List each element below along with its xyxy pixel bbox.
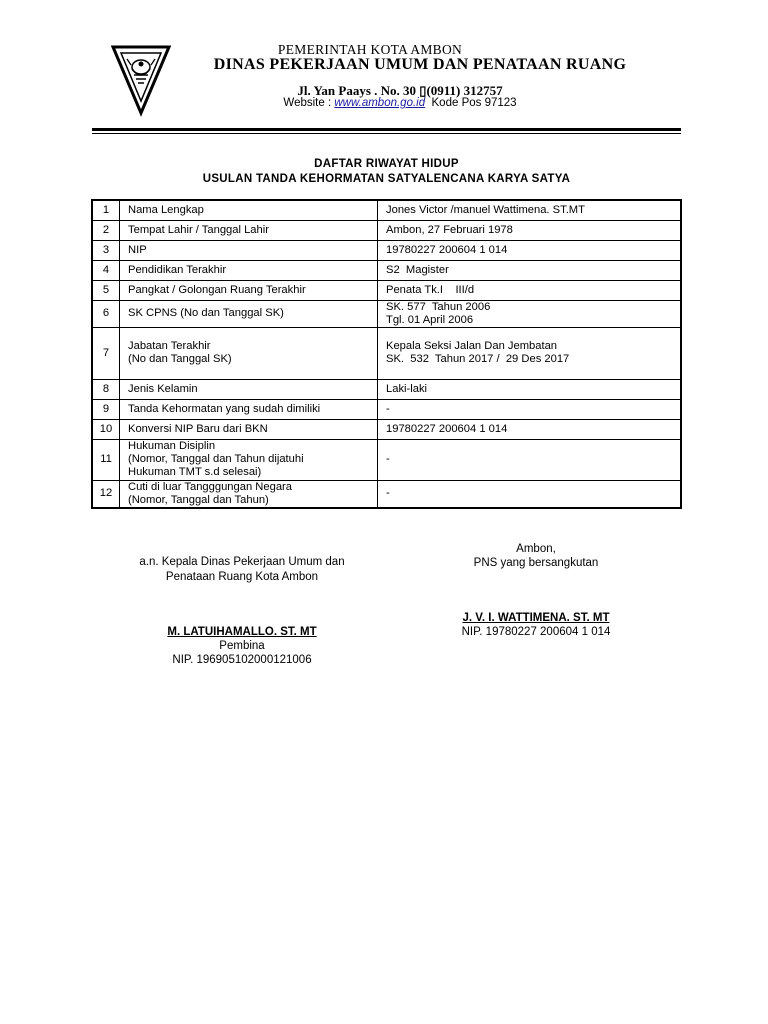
row-label-line: Hukuman TMT s.d selesai) xyxy=(128,466,262,478)
row-label-line: Tanda Kehormatan yang sudah dimiliki xyxy=(128,402,321,415)
table-row xyxy=(92,220,681,240)
row-label-line: Konversi NIP Baru dari BKN xyxy=(128,422,268,435)
row-value xyxy=(378,260,682,280)
left-signatory-rank: Pembina xyxy=(219,640,265,652)
header-website-line xyxy=(230,97,570,109)
table-row xyxy=(92,419,681,439)
right-signatory-nip: NIP. 19780227 200604 1 014 xyxy=(461,626,611,638)
row-label-line: SK CPNS (No dan Tanggal SK) xyxy=(128,307,284,319)
table-row xyxy=(92,327,681,379)
biography-table-body xyxy=(92,200,681,508)
row-value xyxy=(378,399,682,419)
table-row xyxy=(92,439,681,480)
row-number: 11 xyxy=(92,439,120,480)
row-label-line: Jabatan Terakhir xyxy=(128,340,211,352)
row-value-line: 19780227 200604 1 014 xyxy=(386,243,508,256)
row-label xyxy=(120,240,378,260)
table-row xyxy=(92,280,681,300)
row-number: 7 xyxy=(92,327,120,379)
row-number: 1 xyxy=(92,200,120,220)
biography-table xyxy=(91,199,682,509)
row-value-line: SK. 532 Tahun 2017 / 29 Des 2017 xyxy=(386,353,570,365)
left-signatory-name: M. LATUIHAMALLO. ST. MT xyxy=(167,626,317,638)
row-value xyxy=(378,200,682,220)
table-row xyxy=(92,379,681,399)
row-value xyxy=(378,220,682,240)
row-value-line: S2 Magister xyxy=(386,263,449,276)
row-number: 2 xyxy=(92,220,120,240)
row-label xyxy=(120,439,378,480)
row-value xyxy=(378,300,682,327)
city-emblem-logo xyxy=(110,43,172,117)
website-link[interactable]: www.ambon.go.id xyxy=(334,97,426,109)
header-address: Jl. Yan Paays . No. 30 ▯(0911) 312757 xyxy=(297,83,503,98)
row-value xyxy=(378,240,682,260)
row-label xyxy=(120,419,378,439)
row-value-line: Kepala Seksi Jalan Dan Jembatan xyxy=(386,340,558,352)
row-label-line: NIP xyxy=(128,243,147,256)
row-value xyxy=(378,439,682,480)
row-label xyxy=(120,327,378,379)
row-label-line: Pangkat / Golongan Ruang Terakhir xyxy=(128,283,306,296)
row-label xyxy=(120,300,378,327)
row-label-line: Jenis Kelamin xyxy=(128,382,198,395)
row-value-line: Ambon, 27 Februari 1978 xyxy=(386,223,513,236)
row-label xyxy=(120,399,378,419)
row-number: 8 xyxy=(92,379,120,399)
row-label-line: Pendidikan Terakhir xyxy=(128,263,227,276)
row-label xyxy=(120,280,378,300)
row-number: 6 xyxy=(92,300,120,327)
document-title: DAFTAR RIWAYAT HIDUP xyxy=(314,158,459,170)
table-row xyxy=(92,480,681,508)
left-signatory-role-line2: Penataan Ruang Kota Ambon xyxy=(165,571,319,583)
row-value xyxy=(378,379,682,399)
table-row xyxy=(92,200,681,220)
header-agency-name: DINAS PEKERJAAN UMUM DAN PENATAAN RUANG xyxy=(213,56,627,73)
header-divider-thick xyxy=(92,128,681,131)
row-label-line: (Nomor, Tanggal dan Tahun) xyxy=(128,493,269,506)
row-number: 3 xyxy=(92,240,120,260)
row-number: 4 xyxy=(92,260,120,280)
table-row xyxy=(92,399,681,419)
row-label xyxy=(120,480,378,508)
row-label-line: Tempat Lahir / Tanggal Lahir xyxy=(128,223,269,236)
row-number: 10 xyxy=(92,419,120,439)
row-number: 12 xyxy=(92,480,120,508)
document-subtitle: USULAN TANDA KEHORMATAN SATYALENCANA KARYA SATYA xyxy=(202,173,571,185)
row-label xyxy=(120,379,378,399)
right-signatory-role: PNS yang bersangkutan xyxy=(473,557,599,569)
left-signatory-role-line1: a.n. Kepala Dinas Pekerjaan Umum dan xyxy=(139,556,345,568)
row-value-line: - xyxy=(386,453,390,465)
row-value-line: Penata Tk.I III/d xyxy=(386,283,475,296)
row-label-line: Cuti di luar Tangggungan Negara xyxy=(128,480,292,493)
row-value-line: - xyxy=(386,402,390,415)
website-label: Website : xyxy=(283,97,335,109)
row-value xyxy=(378,480,682,508)
left-signatory-nip: NIP. 196905102000121006 xyxy=(172,654,312,666)
row-label xyxy=(120,260,378,280)
table-row xyxy=(92,240,681,260)
row-value-line: Laki-laki xyxy=(386,382,428,395)
row-value-line: - xyxy=(386,487,390,500)
row-value-line: SK. 577 Tahun 2006 xyxy=(386,300,491,313)
row-label-line: Nama Lengkap xyxy=(128,203,204,216)
row-value xyxy=(378,280,682,300)
header-government-name: PEMERINTAH KOTA AMBON xyxy=(277,42,463,57)
row-label xyxy=(120,220,378,240)
row-value-line: 19780227 200604 1 014 xyxy=(386,422,508,435)
row-number: 5 xyxy=(92,280,120,300)
row-label-line: Hukuman Disiplin xyxy=(128,440,216,452)
header-divider-thin xyxy=(92,133,681,134)
row-number: 9 xyxy=(92,399,120,419)
row-value xyxy=(378,419,682,439)
row-label-line: (No dan Tanggal SK) xyxy=(128,353,232,365)
row-label xyxy=(120,200,378,220)
right-signatory-name: J. V. I. WATTIMENA. ST. MT xyxy=(462,612,610,624)
row-value-line: Jones Victor /manuel Wattimena. ST.MT xyxy=(386,203,585,216)
row-value-line: Tgl. 01 April 2006 xyxy=(386,313,474,326)
row-value xyxy=(378,327,682,379)
postcode: Kode Pos 97123 xyxy=(425,97,517,109)
table-row xyxy=(92,300,681,327)
row-label-line: (Nomor, Tanggal dan Tahun dijatuhi xyxy=(128,453,304,465)
right-signatory-place: Ambon, xyxy=(516,543,556,555)
table-row xyxy=(92,260,681,280)
